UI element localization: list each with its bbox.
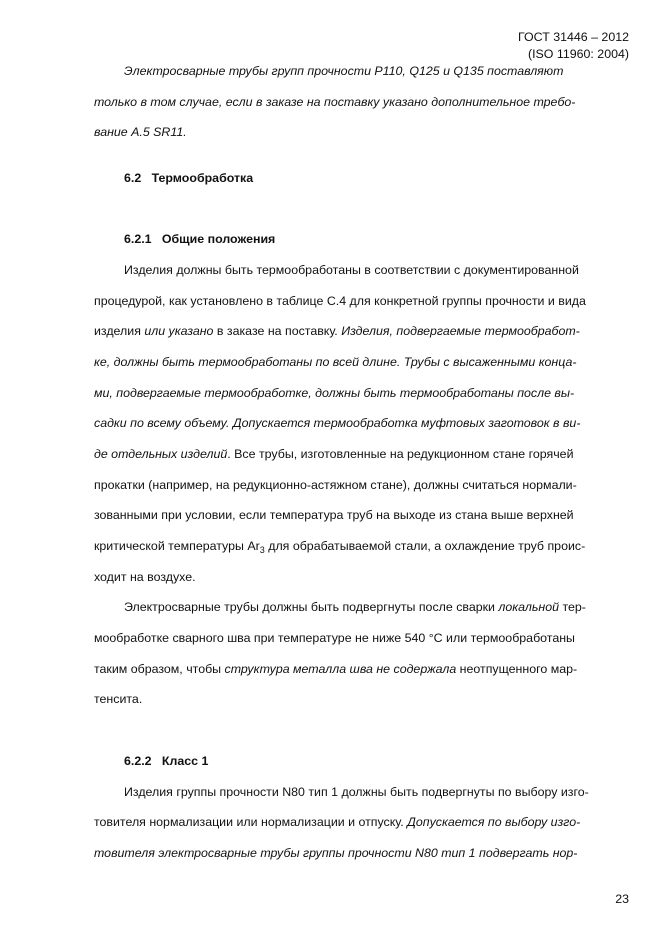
text-run: тенсита. [94,692,143,706]
text-line [94,324,580,338]
text-run: неотпущенного мар- [456,662,578,676]
text-line [124,64,563,78]
text-line [94,386,574,400]
text-line [124,600,586,614]
text-line [94,815,580,829]
text-line [94,416,580,430]
italic-run: ми, подвергаемые термообработке, должны быть термообработаны после вы- [94,386,575,400]
italic-run: садки по всему объему. Допускается термообработка муфтовых заготовок в ви- [94,416,581,430]
text-run: Изделия должны быть термообработаны в соответствии с документированной [124,263,579,277]
text-line [94,631,575,645]
text-run: в заказе на поставку. [213,324,342,338]
page-number: 23 [615,892,629,906]
text-run: Изделия группы прочности N80 тип 1 должны быть подвергнуты по выбору изго- [124,785,589,799]
text-run: зованными при условии, если температура труб на выходе из стана выше верхней [94,508,574,522]
italic-run: Электросварные трубы групп прочности P110, Q125 и Q135 поставляют [124,64,564,78]
section-heading-6-2-1 [124,232,275,246]
italic-run: товителя электросварные трубы группы прочности N80 тип 1 подвергать нор- [94,846,578,860]
italic-run: де отдельных изделий [94,447,228,461]
text-line [94,95,575,109]
italic-run: Допускается по выбору изго- [407,815,581,829]
text-run: ходит на воздухе. [94,570,196,584]
section-title: Общие положения [161,232,276,246]
text-line [94,846,577,860]
italic-run: структура металла шва не содержала [224,662,457,676]
text-line [94,692,142,706]
text-line [94,447,574,461]
section-number: 6.2.2 [124,754,152,768]
italic-run: локальной [498,600,559,614]
text-line [94,539,585,555]
italic-run: или указано [144,324,214,338]
text-run: мообработке сварного шва при температуре не ниже 540 °С или термообработаны [94,631,575,645]
text-run: Электросварные трубы должны быть подвергнуты после сварки [124,600,499,614]
header-iso: (ISO 11960: 2004) [527,47,629,61]
text-line [94,508,574,522]
section-title: Термообработка [151,171,254,185]
text-line [94,570,196,584]
section-heading-6-2 [124,171,253,185]
section-number: 6.2.1 [124,232,152,246]
text-run: товителя нормализации или нормализации и отпуску. [94,815,408,829]
text-line [94,662,577,676]
text-line [94,125,187,139]
text-run: прокатки (например, на редукционно-астяжном стане), должны считаться нормали- [94,478,577,492]
text-line [124,785,589,799]
italic-run: ке, должны быть термообработаны по всей длине. Трубы с высаженными конца- [94,355,577,369]
text-run: процедурой, как установлено в таблице С.4 для конкретной группы прочности и вида [94,294,586,308]
text-run: тер- [559,600,586,614]
text-line [124,263,579,277]
text-run: изделия [94,324,145,338]
section-heading-6-2-2 [124,754,208,768]
subscript: 3 [259,545,265,555]
text-run: критической температуры Ar [94,539,260,553]
section-title: Класс 1 [161,754,209,768]
section-number: 6.2 [124,171,142,185]
italic-run: вание А.5 SR11. [94,125,187,139]
text-run: для обрабатываемой стали, а охлаждение труб проис- [264,539,586,553]
italic-run: Изделия, подвергаемые термообработ- [341,324,580,338]
text-run: . Все трубы, изготовленные на редукционном стане горячей [227,447,574,461]
text-line [94,478,577,492]
header-standard: ГОСТ 31446 – 2012 [518,30,629,44]
text-line [94,355,577,369]
text-run: таким образом, чтобы [94,662,225,676]
italic-run: только в том случае, если в заказе на поставку указано дополнительное требо- [94,95,576,109]
text-line [94,294,586,308]
